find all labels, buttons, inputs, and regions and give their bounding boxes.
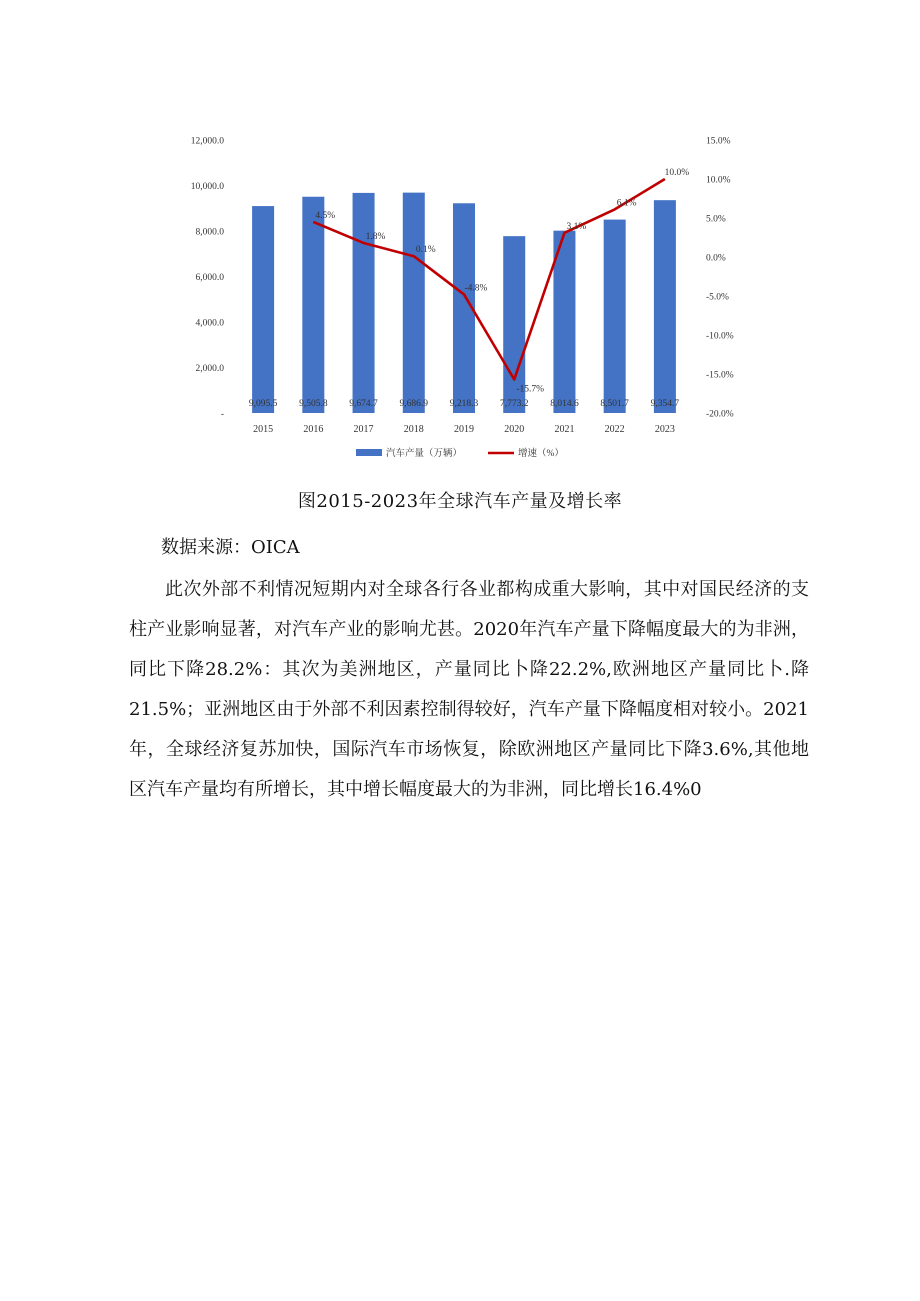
- growth-point-label: -15.7%: [516, 384, 545, 395]
- data-source: 数据来源：OICA: [161, 537, 300, 558]
- bar-2015: [252, 206, 274, 413]
- bar-2017: [353, 193, 375, 413]
- left-tick-label: 4,000.0: [195, 318, 224, 329]
- x-tick-label: 2016: [303, 424, 324, 435]
- right-tick-label: -10.0%: [706, 331, 734, 342]
- bar-value-label: 9,686.9: [399, 399, 429, 409]
- left-tick-label: 6,000.0: [195, 273, 224, 283]
- bar-value-label: 8,501.7: [600, 399, 629, 409]
- bar-2016: [302, 197, 324, 413]
- bar-value-label: 9,218.3: [449, 399, 479, 409]
- growth-point-label: 3.1%: [566, 221, 587, 232]
- right-tick-label: -15.0%: [706, 370, 734, 381]
- right-tick-label: -5.0%: [706, 292, 729, 303]
- x-tick-label: 2020: [504, 424, 525, 435]
- right-tick-label: 0.0%: [706, 253, 726, 264]
- x-tick-label: 2018: [403, 424, 424, 435]
- legend-bar-swatch: [356, 449, 382, 456]
- legend-bar-label: 汽车产量（万辆）: [386, 449, 463, 459]
- growth-point-label: 1.8%: [365, 231, 386, 242]
- bar-2022: [604, 220, 626, 413]
- x-tick-label: 2021: [554, 424, 575, 435]
- body-paragraph: 此次外部不利情况短期内对全球各行各业都构成重大影响，其中对国民经济的支柱产业影响显著，对汽车产业的影响尤甚。2020年汽车产量下降幅度最大的为非洲，同比下降28.2%：其次为美洲地区，产量同比卜降22.2%,欧洲地区产量同比卜.降21.5%；亚洲地区由于外部不利因素控制得较好，汽车产量下降幅度相对较小。2021年，全球经济复苏加快，国际汽车市场恢复，除欧洲地区产量同比下降3.6%,其他地区汽车产量均有所增长，其中增长幅度最大的为非洲，同比增长16.4%0: [129, 579, 809, 800]
- left-tick-label: -: [220, 409, 224, 420]
- figure-caption: 图2015-2023年全球汽车产量及增长率: [297, 491, 623, 512]
- bar-2018: [403, 193, 425, 413]
- x-tick-label: 2019: [454, 424, 474, 435]
- x-tick-label: 2022: [604, 424, 625, 435]
- x-tick-label: 2023: [654, 424, 675, 435]
- left-tick-label: 12,000.0: [190, 136, 224, 147]
- bars-layer: [249, 193, 680, 413]
- chart-legend: [356, 447, 564, 459]
- x-tick-label: 2015: [253, 424, 274, 435]
- right-tick-label: 15.0%: [706, 136, 731, 147]
- bar-value-label: 9,095.5: [248, 399, 278, 409]
- x-tick-label: 2017: [353, 424, 374, 435]
- bar-value-label: 7,773.2: [499, 399, 529, 409]
- bar-value-label: 8,014.6: [550, 399, 579, 409]
- left-tick-label: 10,000.0: [190, 182, 224, 192]
- right-tick-label: -20.0%: [706, 409, 734, 420]
- growth-point-label: 4.5%: [315, 210, 336, 221]
- right-tick-label: 10.0%: [706, 175, 731, 186]
- growth-point-label: 0.1%: [415, 245, 436, 256]
- production-growth-chart: [170, 128, 750, 468]
- left-tick-label: 2,000.0: [195, 364, 224, 374]
- bar-value-label: 9,354.7: [650, 399, 680, 409]
- legend-line-label: 增速（%）: [518, 449, 564, 459]
- growth-point-label: -4.8%: [464, 283, 488, 294]
- bar-value-label: 9,505.8: [299, 399, 328, 409]
- right-tick-label: 5.0%: [706, 214, 726, 225]
- bar-2023: [654, 200, 676, 413]
- bar-value-label: 9,674.7: [349, 399, 378, 409]
- growth-point-label: 10.0%: [664, 168, 690, 178]
- left-tick-label: 8,000.0: [195, 227, 224, 238]
- growth-point-label: 6.1%: [616, 198, 637, 209]
